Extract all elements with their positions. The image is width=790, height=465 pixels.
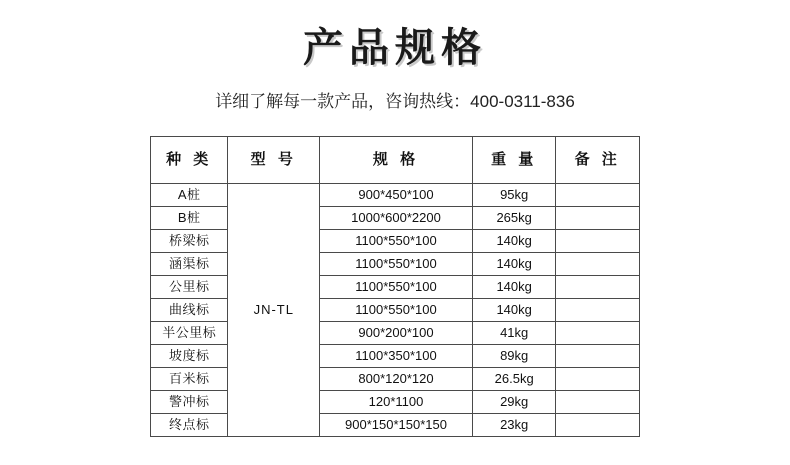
- cell-note: [556, 299, 640, 322]
- cell-spec: 800*120*120: [320, 368, 473, 391]
- table-row: [151, 253, 640, 276]
- column-header-spec: 规 格: [320, 137, 473, 184]
- page-title: 产品规格: [303, 26, 487, 70]
- cell-spec: 1100*550*100: [320, 276, 473, 299]
- table-row: [151, 414, 640, 437]
- cell-spec: 1000*600*2200: [320, 207, 473, 230]
- table-row: [151, 299, 640, 322]
- table-row: [151, 345, 640, 368]
- table-row: [151, 391, 640, 414]
- cell-note: [556, 230, 640, 253]
- cell-note: [556, 184, 640, 207]
- spec-table-head: [151, 137, 640, 184]
- cell-kind: 曲线标: [151, 299, 228, 322]
- cell-spec: 900*200*100: [320, 322, 473, 345]
- table-row: [151, 368, 640, 391]
- column-header-note: 备 注: [556, 137, 640, 184]
- table-header-row: [151, 137, 640, 184]
- cell-note: [556, 322, 640, 345]
- cell-kind: A桩: [151, 184, 228, 207]
- cell-weight: 29kg: [472, 391, 556, 414]
- table-row: [151, 230, 640, 253]
- cell-note: [556, 276, 640, 299]
- cell-spec: 900*150*150*150: [320, 414, 473, 437]
- cell-spec: 120*1100: [320, 391, 473, 414]
- cell-kind: 公里标: [151, 276, 228, 299]
- cell-note: [556, 207, 640, 230]
- cell-kind: 终点标: [151, 414, 228, 437]
- cell-kind: B桩: [151, 207, 228, 230]
- cell-note: [556, 414, 640, 437]
- cell-kind: 桥梁标: [151, 230, 228, 253]
- spec-table-wrapper: [150, 136, 640, 437]
- cell-weight: 265kg: [472, 207, 556, 230]
- cell-note: [556, 391, 640, 414]
- cell-weight: 140kg: [472, 253, 556, 276]
- table-row: [151, 322, 640, 345]
- column-header-kind: 种 类: [151, 137, 228, 184]
- cell-weight: 140kg: [472, 230, 556, 253]
- cell-note: [556, 253, 640, 276]
- cell-weight: 23kg: [472, 414, 556, 437]
- cell-spec: 1100*550*100: [320, 299, 473, 322]
- cell-spec: 1100*550*100: [320, 230, 473, 253]
- spec-table-body: [151, 184, 640, 437]
- cell-note: [556, 345, 640, 368]
- cell-spec: 1100*350*100: [320, 345, 473, 368]
- cell-model: JN-TL: [228, 184, 320, 437]
- cell-kind: 涵渠标: [151, 253, 228, 276]
- page-subtitle: 详细了解每一款产品，咨询热线：400-0311-836: [215, 92, 575, 111]
- cell-kind: 警冲标: [151, 391, 228, 414]
- spec-table: [150, 136, 640, 437]
- cell-weight: 95kg: [472, 184, 556, 207]
- cell-weight: 41kg: [472, 322, 556, 345]
- cell-weight: 140kg: [472, 299, 556, 322]
- cell-weight: 89kg: [472, 345, 556, 368]
- table-row: [151, 276, 640, 299]
- cell-weight: 140kg: [472, 276, 556, 299]
- column-header-model: 型 号: [228, 137, 320, 184]
- cell-spec: 1100*550*100: [320, 253, 473, 276]
- table-row: [151, 207, 640, 230]
- cell-note: [556, 368, 640, 391]
- cell-kind: 百米标: [151, 368, 228, 391]
- cell-spec: 900*450*100: [320, 184, 473, 207]
- cell-weight: 26.5kg: [472, 368, 556, 391]
- cell-kind: 坡度标: [151, 345, 228, 368]
- cell-kind: 半公里标: [151, 322, 228, 345]
- table-row: [151, 184, 640, 207]
- column-header-weight: 重 量: [472, 137, 556, 184]
